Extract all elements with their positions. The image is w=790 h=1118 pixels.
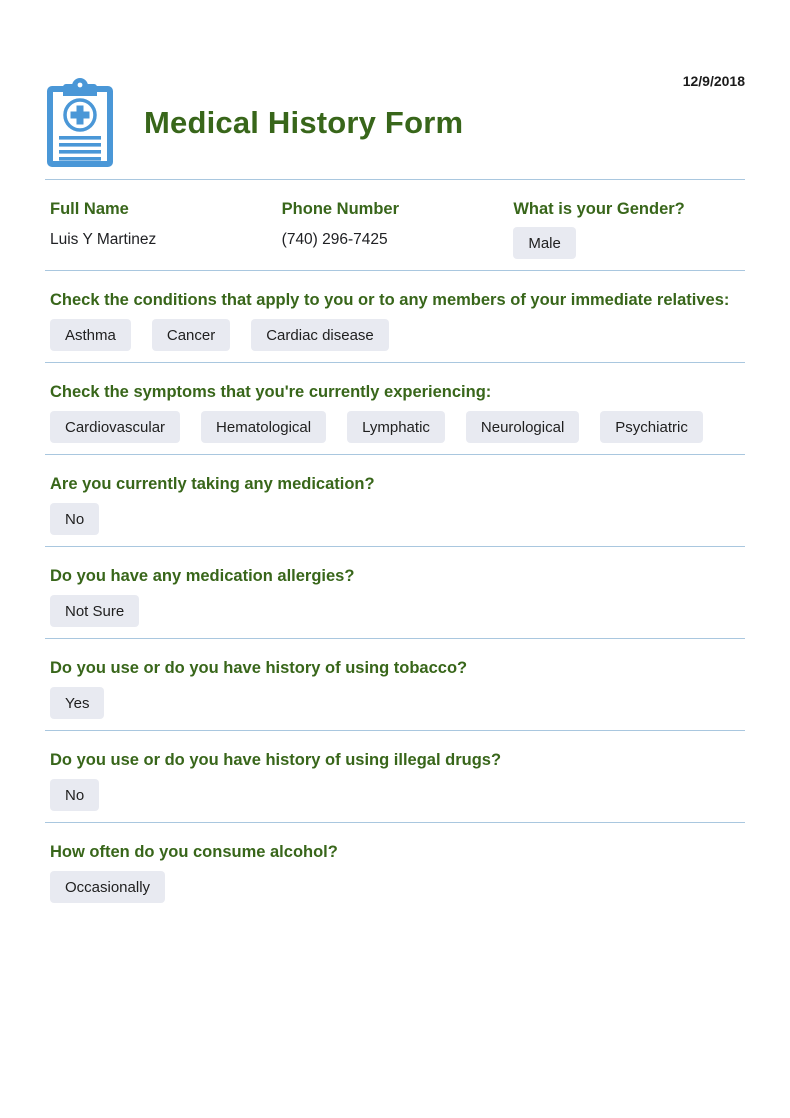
tobacco-question-section: [45, 639, 745, 731]
condition-chip: Cardiac disease: [251, 319, 389, 351]
medication-question-label: Are you currently taking any medication?: [50, 475, 375, 493]
phone-number-field: [282, 199, 514, 259]
personal-info-section: [45, 180, 745, 271]
conditions-chip-row: [50, 319, 745, 351]
symptom-chip: Cardiovascular: [50, 411, 180, 443]
allergies-question-label: Do you have any medication allergies?: [50, 567, 355, 585]
medication-question-section: [45, 455, 745, 547]
symptoms-section: [45, 363, 745, 455]
illegal-drugs-question-label: Do you use or do you have history of using illegal drugs?: [50, 751, 502, 769]
tobacco-question-label: Do you use or do you have history of using tobacco?: [50, 659, 468, 677]
alcohol-question-section: [45, 823, 745, 914]
medication-answer-chip: No: [50, 503, 99, 535]
gender-label: What is your Gender?: [513, 200, 685, 218]
allergies-answer-chip: Not Sure: [50, 595, 139, 627]
full-name-label: Full Name: [50, 200, 129, 218]
form-header: [45, 0, 745, 180]
alcohol-answer-chip: Occasionally: [50, 871, 165, 903]
condition-chip: Cancer: [152, 319, 230, 351]
alcohol-question-label: How often do you consume alcohol?: [50, 843, 338, 861]
form-date: 12/9/2018: [682, 73, 745, 89]
symptom-chip: Hematological: [201, 411, 326, 443]
symptom-chip: Neurological: [466, 411, 579, 443]
conditions-section: [45, 271, 745, 363]
illegal-drugs-answer-chip: No: [50, 779, 99, 811]
illegal-drugs-question-section: [45, 731, 745, 823]
gender-field: [513, 199, 745, 259]
gender-answer-chip: Male: [513, 227, 576, 259]
full-name-value: Luis Y Martinez: [50, 231, 157, 248]
form-title: Medical History Form: [144, 105, 464, 140]
symptoms-chip-row: [50, 411, 745, 443]
full-name-field: [50, 199, 282, 259]
condition-chip: Asthma: [50, 319, 131, 351]
conditions-question-label: Check the conditions that apply to you or to any members of your immediate relatives:: [50, 291, 730, 309]
symptoms-question-label: Check the symptoms that you're currently experiencing:: [50, 383, 492, 401]
symptom-chip: Lymphatic: [347, 411, 445, 443]
symptom-chip: Psychiatric: [600, 411, 703, 443]
allergies-question-section: [45, 547, 745, 639]
phone-number-value: (740) 296-7425: [281, 231, 388, 248]
tobacco-answer-chip: Yes: [50, 687, 104, 719]
medical-clipboard-icon: [45, 78, 115, 168]
phone-number-label: Phone Number: [281, 200, 400, 218]
